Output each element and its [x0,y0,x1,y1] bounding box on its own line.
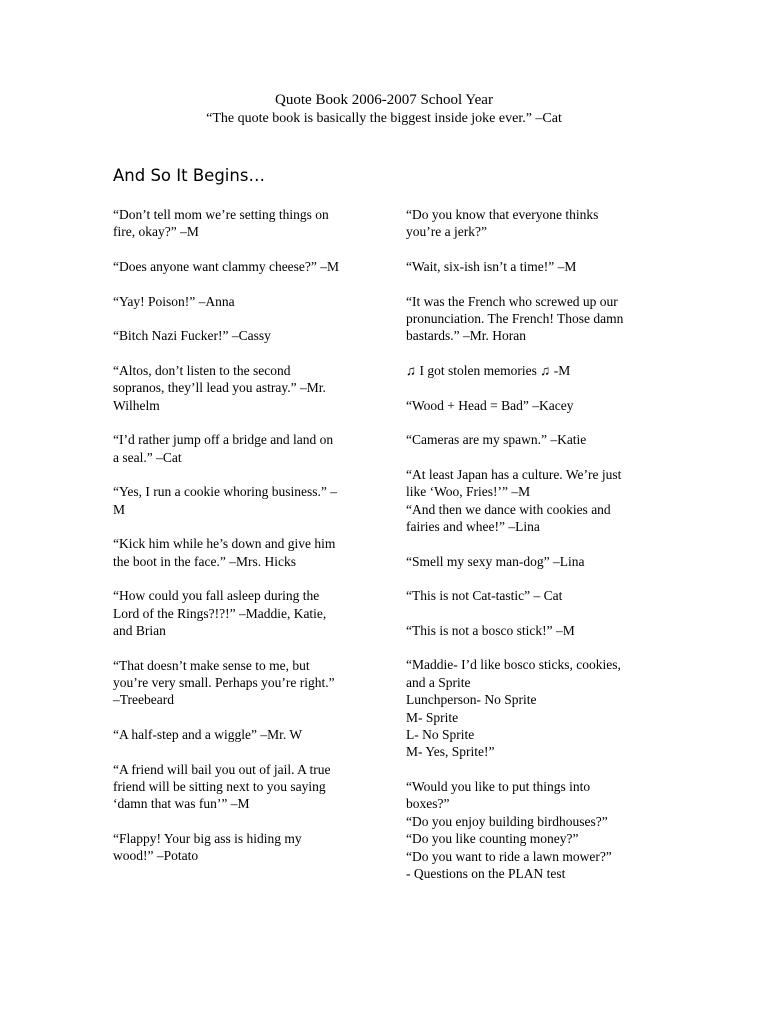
quote-item: “This is not a bosco stick!” –M [406,622,575,638]
left-quote-column [113,206,368,882]
quote-item: “Does anyone want clammy cheese?” –M [113,259,340,274]
quote-item: “Flappy! Your big ass is hiding my wood!” –Potato [113,831,302,864]
quote-item: “Bitch Nazi Fucker!” –Cassy [113,328,271,344]
document-subtitle-quote: “The quote book is basically the biggest inside joke ever.” –Cat [206,111,562,126]
quote-item: “Yes, I run a cookie whoring business.” – M [113,484,337,517]
quote-item: “At least Japan has a culture. We’re just like ‘Woo, Fries!’” –M [406,466,622,500]
quote-item: ♫ I got stolen memories ♫ -M [406,363,571,378]
quote-item: “Kick him while he’s down and give him the boot in the face.” –Mrs. Hicks [113,536,336,569]
quote-item: “Smell my sexy man-dog” –Lina [406,553,585,569]
quote-item: “Maddie- I’d like bosco sticks, cookies, and a Sprite Lunchperson- No Sprite M- Sprite L- No Sprite M- Yes, Sprite!” [406,657,621,760]
quote-item: “Yay! Poison!” –Anna [113,293,235,309]
quote-item: “Wood + Head = Bad” –Kacey [406,397,574,413]
quote-item: “A friend will bail you out of jail. A true friend will be sitting next to you saying ‘damn that was fun’” –M [113,761,331,812]
quote-item: “That doesn’t make sense to me, but you’re very small. Perhaps you’re right.” –Treebeard [113,657,335,708]
quote-item: “Cameras are my spawn.” –Katie [406,432,587,448]
section-heading: And So It Begins… [113,166,265,185]
quote-item: “Do you know that everyone thinks you’re a jerk?” [406,207,599,240]
quote-item: “I’d rather jump off a bridge and land on a seal.” –Cat [113,432,334,465]
right-quote-column [406,206,658,900]
quote-item: “How could you fall asleep during the Lord of the Rings?!?!” –Maddie, Katie, and Brian [113,588,327,638]
quote-item: “Altos, don’t listen to the second sopranos, they’ll lead you astray.” –Mr. Wilhelm [113,362,326,413]
quote-item: “It was the French who screwed up our pronunciation. The French! Those damn bastards.” –Mr. Horan [406,293,624,344]
quote-item: “Would you like to put things into boxes?” “Do you enjoy building birdhouses?” “Do you like counting money?” “Do you want to ride a lawn mower?” - Questions on the PLAN test [406,779,612,882]
quote-item: “And then we dance with cookies and fairies and whee!” –Lina [406,501,611,534]
quote-item: “This is not Cat-tastic” – Cat [406,588,563,604]
quote-item: “A half-step and a wiggle” –Mr. W [113,727,303,742]
quote-item: “Don’t tell mom we’re setting things on fire, okay?” –M [113,207,329,240]
quote-item: “Wait, six-ish isn’t a time!” –M [406,259,577,274]
document-title: Quote Book 2006-2007 School Year [275,92,493,108]
